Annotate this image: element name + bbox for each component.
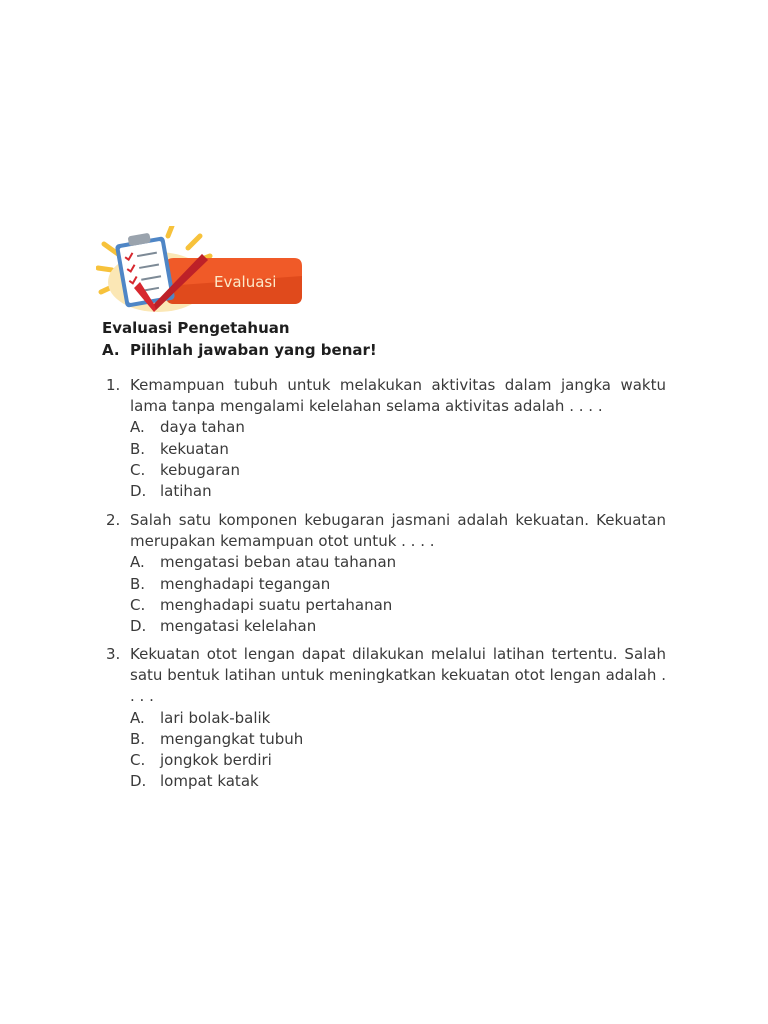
option-letter: B. (130, 729, 146, 748)
option-letter: A. (130, 553, 145, 572)
option-text: mengatasi beban atau tahanan (160, 553, 397, 572)
question-text: Kekuatan otot lengan dapat dilakukan melalui latihan tertentu. Salah satu bentuk latihan untuk meningkatkan kekuatan otot lengan adalah . . . . (130, 645, 666, 706)
question-1 (106, 375, 666, 502)
answer-option-a[interactable] (130, 552, 666, 573)
option-text: kekuatan (160, 439, 229, 458)
answer-option-d[interactable] (130, 616, 666, 637)
option-text: mengatasi kelelahan (160, 617, 317, 636)
option-letter: C. (130, 595, 146, 614)
section-title: Evaluasi Pengetahuan (102, 319, 290, 337)
answer-options (106, 552, 666, 637)
option-text: kebugaran (160, 460, 240, 479)
option-letter: D. (130, 772, 147, 791)
instruction-letter: A. (102, 341, 120, 359)
option-letter: D. (130, 617, 147, 636)
question-text: Salah satu komponen kebugaran jasmani adalah kekuatan. Kekuatan merupakan kemampuan otot untuk . . . . (130, 511, 666, 551)
option-text: jongkok berdiri (160, 751, 272, 770)
answer-options (106, 708, 666, 793)
answer-options (106, 417, 666, 502)
option-letter: B. (130, 439, 146, 458)
option-text: menghadapi tegangan (160, 574, 331, 593)
option-letter: C. (130, 751, 146, 770)
option-text: daya tahan (160, 418, 245, 437)
option-letter: A. (130, 708, 145, 727)
question-number: 3. (106, 645, 121, 663)
instruction-heading (102, 341, 377, 359)
option-text: menghadapi suatu pertahanan (160, 595, 393, 614)
question-2 (106, 510, 666, 637)
option-letter: D. (130, 482, 147, 501)
answer-option-b[interactable] (130, 729, 666, 750)
instruction-text: Pilihlah jawaban yang benar! (130, 341, 377, 359)
answer-option-c[interactable] (130, 595, 666, 616)
answer-option-d[interactable] (130, 771, 666, 792)
answer-option-c[interactable] (130, 750, 666, 771)
option-letter: C. (130, 460, 146, 479)
badge-label: Evaluasi (214, 273, 277, 291)
option-text: latihan (160, 482, 212, 501)
question-3 (106, 644, 666, 792)
answer-option-d[interactable] (130, 481, 666, 502)
answer-option-a[interactable] (130, 708, 666, 729)
answer-option-c[interactable] (130, 460, 666, 481)
option-letter: B. (130, 574, 146, 593)
option-text: lompat katak (160, 772, 259, 791)
option-letter: A. (130, 418, 145, 437)
option-text: lari bolak-balik (160, 708, 271, 727)
question-text: Kemampuan tubuh untuk melakukan aktivitas dalam jangka waktu lama tanpa mengalami kelelahan selama aktivitas adalah . . . . (130, 376, 666, 416)
question-number: 1. (106, 376, 121, 394)
answer-option-a[interactable] (130, 417, 666, 438)
answer-option-b[interactable] (130, 574, 666, 595)
option-text: mengangkat tubuh (160, 729, 304, 748)
answer-option-b[interactable] (130, 439, 666, 460)
question-number: 2. (106, 511, 121, 529)
evaluasi-badge (96, 226, 306, 316)
